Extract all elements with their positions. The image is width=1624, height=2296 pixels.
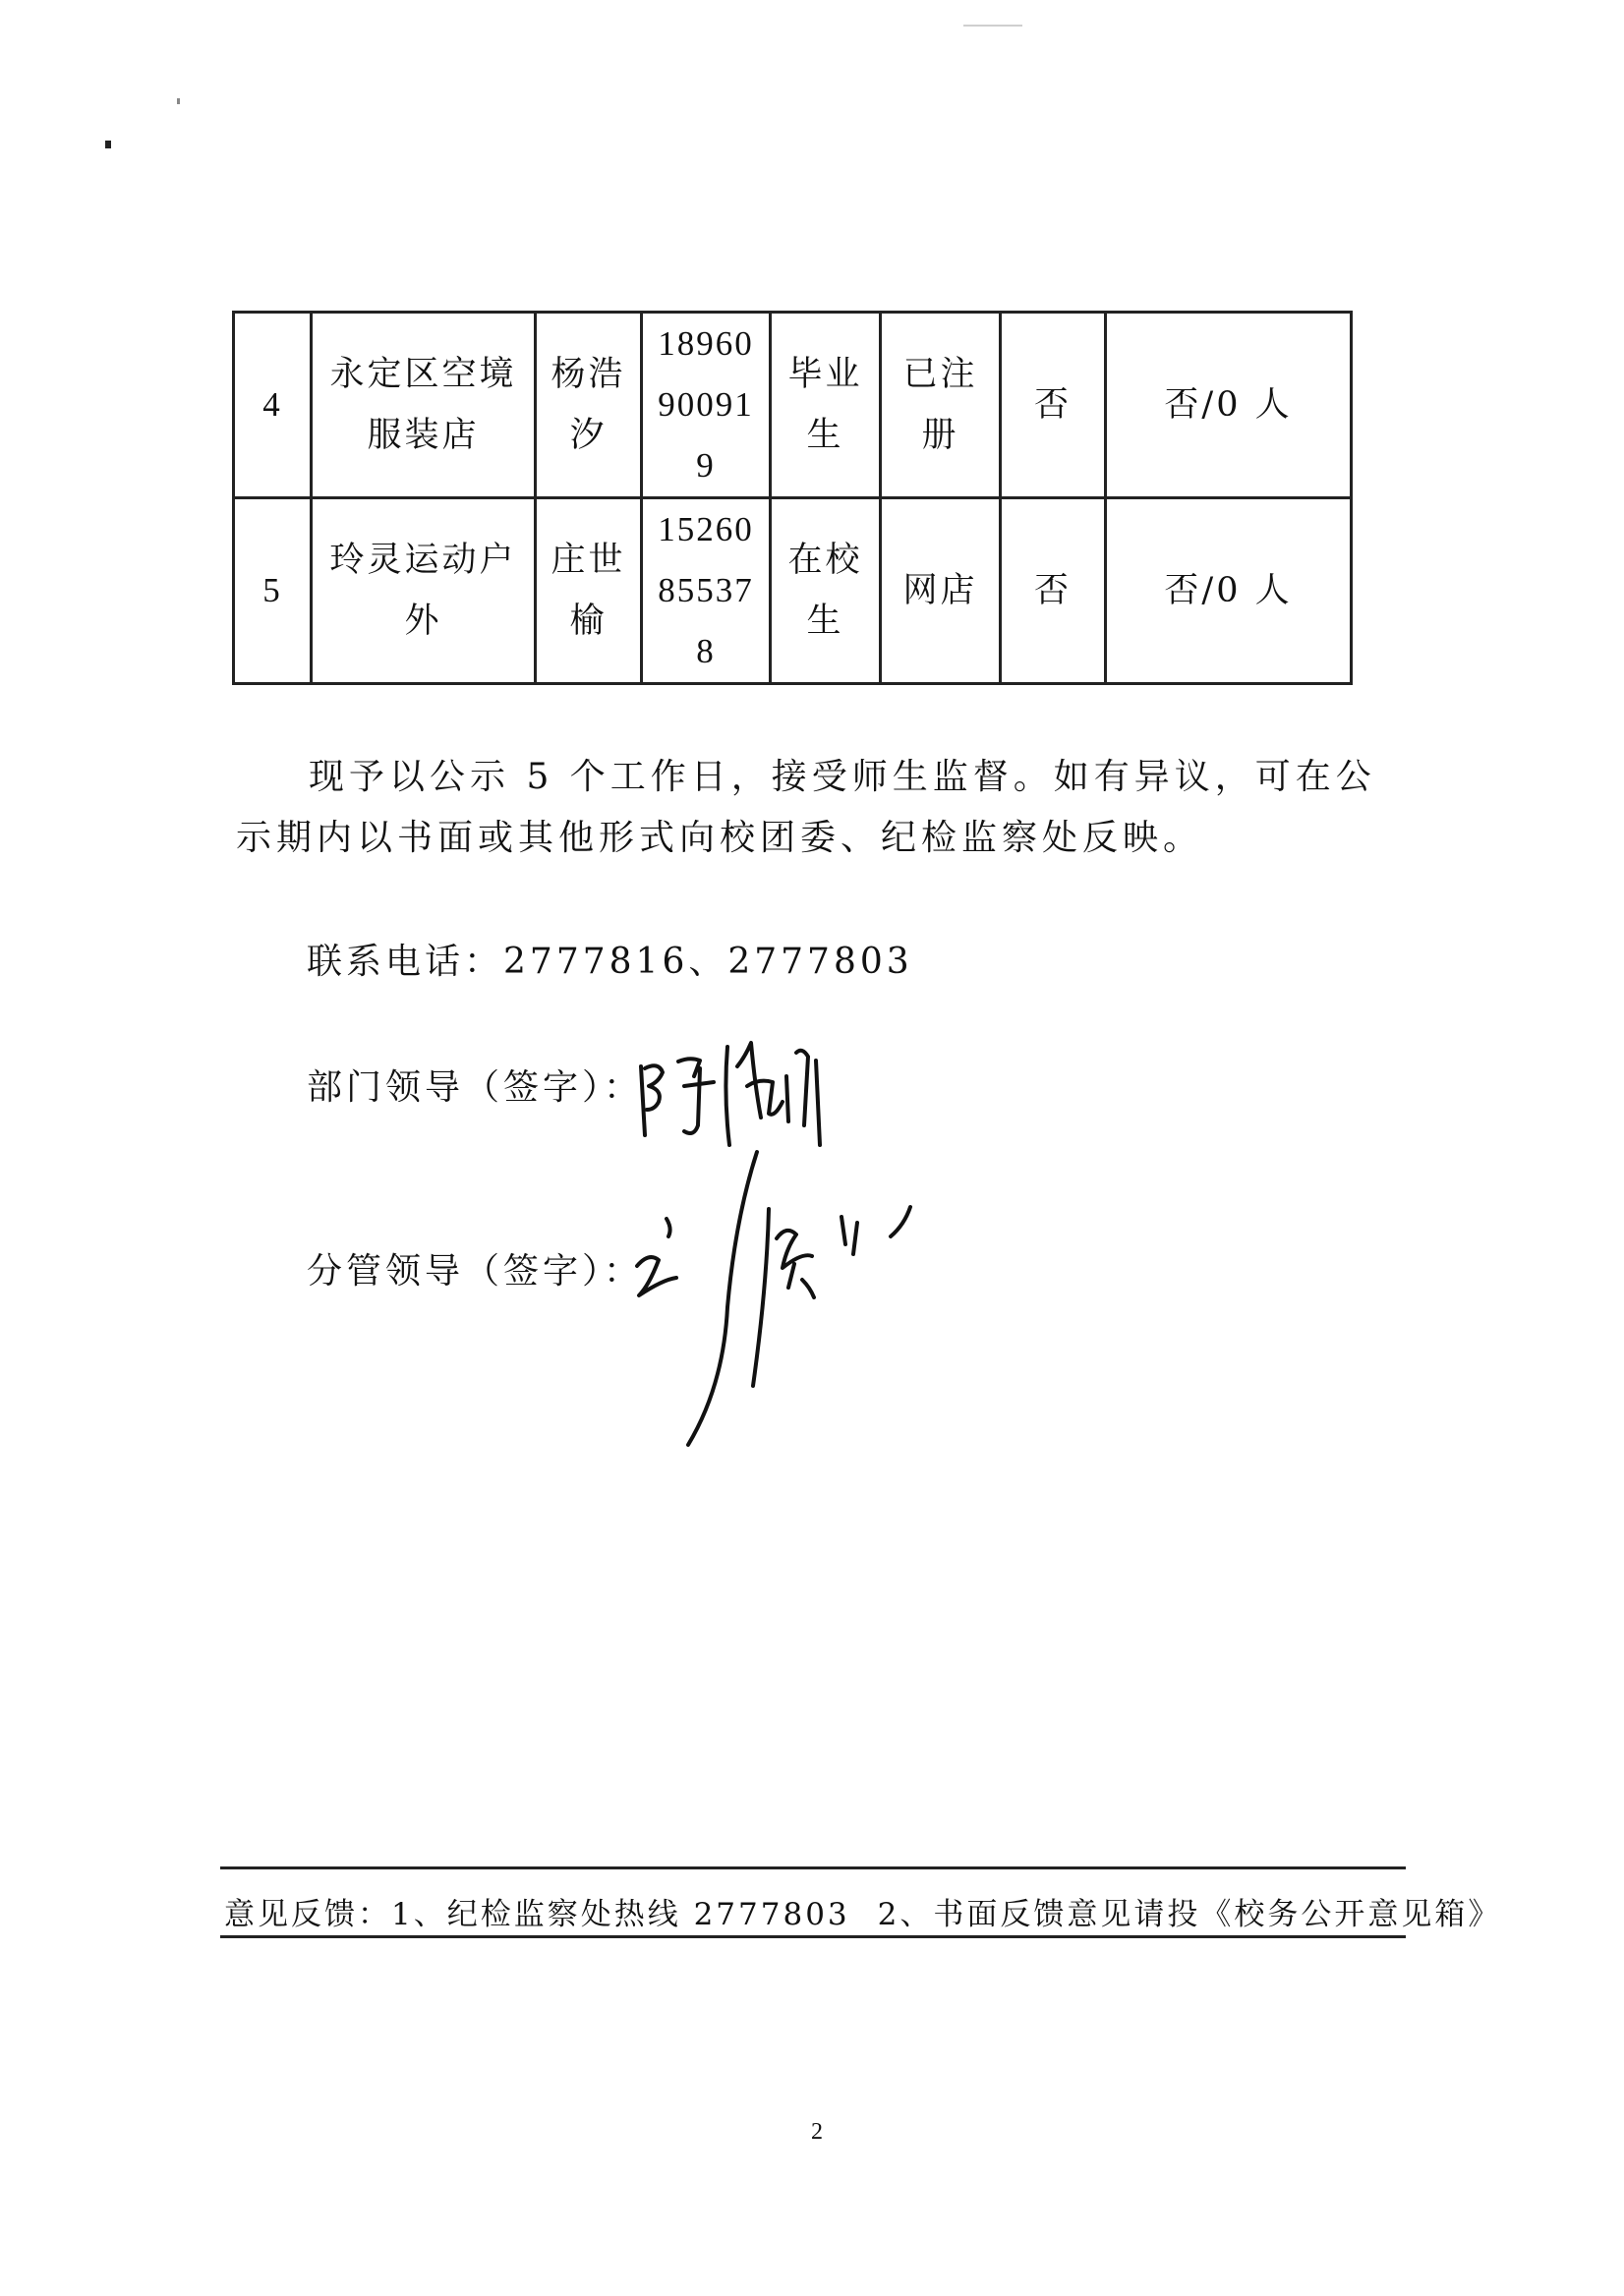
owner-name-cell: [536, 498, 642, 684]
phone-line: 90091: [658, 385, 754, 424]
footer-bottom-rule: [220, 1935, 1406, 1938]
owner-name-line: 榆: [569, 602, 608, 641]
contact-line: [307, 934, 913, 984]
department-leader-signature-label: 部门领导（签字）：: [307, 1067, 644, 1108]
shop-name-line: 服装店: [367, 416, 480, 455]
employment-cell: 否/0 人: [1106, 498, 1352, 684]
student-status-line: 生: [806, 416, 844, 455]
notice-text: 现予以公示 5 个工作日，接受师生监督。如有异议，可在公示期内以书面或其他形式向校团委、纪检监察处反映。: [236, 757, 1376, 858]
contact-numbers: 2777816、2777803: [503, 942, 913, 982]
phone-cell: [642, 498, 771, 684]
footer-item-hotline: 1、纪检监察处热线 2777803: [391, 1897, 850, 1932]
supervising-leader-signature: [629, 1150, 944, 1455]
scan-speck: [105, 141, 111, 148]
flag-cell: 否: [1001, 498, 1106, 684]
flag-cell: 否: [1001, 313, 1106, 498]
footer-top-rule: [220, 1866, 1406, 1869]
registration-line: 已注: [902, 355, 978, 394]
student-status-cell: [771, 313, 881, 498]
registration-cell: [881, 313, 1001, 498]
supervising-leader-signature-label: 分管领导（签字）：: [307, 1251, 644, 1292]
page-number: 2: [811, 2119, 823, 2145]
shop-name-cell: [312, 313, 536, 498]
footer-item-suggestion-box: 2、书面反馈意见请投《校务公开意见箱》: [877, 1897, 1502, 1932]
row-index: 5: [234, 498, 312, 684]
student-status-line: 在校: [787, 541, 863, 580]
owner-name-line: 汐: [569, 416, 608, 455]
phone-line: 9: [696, 446, 716, 485]
phone-line: 85537: [658, 571, 754, 609]
student-status-line: 生: [806, 602, 844, 641]
phone-line: 15260: [658, 510, 754, 548]
footer-label: 意见反馈：: [224, 1897, 391, 1932]
registration-cell: 网店: [881, 498, 1001, 684]
phone-cell: [642, 313, 771, 498]
scan-mark: [963, 25, 1022, 27]
shop-registry-table: [232, 311, 1353, 685]
registration-line: 册: [921, 416, 959, 455]
owner-name-line: 庄世: [551, 541, 626, 580]
notice-paragraph: [236, 747, 1396, 869]
scan-speck: [177, 98, 180, 104]
contact-label: 联系电话：: [307, 942, 504, 982]
shop-name-line: 玲灵运动户: [329, 541, 517, 580]
phone-line: 8: [696, 632, 716, 670]
footer-feedback: [224, 1889, 1501, 1933]
table-row: [234, 498, 1352, 684]
student-status-line: 毕业: [787, 355, 863, 394]
employment-cell: 否/0 人: [1106, 313, 1352, 498]
owner-name-line: 杨浩: [551, 355, 626, 394]
row-index: 4: [234, 313, 312, 498]
shop-name-line: 永定区空境: [329, 355, 517, 394]
shop-name-line: 外: [404, 602, 442, 641]
table-row: [234, 313, 1352, 498]
department-leader-signature: [629, 1007, 865, 1155]
owner-name-cell: [536, 313, 642, 498]
phone-line: 18960: [658, 324, 754, 363]
shop-name-cell: [312, 498, 536, 684]
student-status-cell: [771, 498, 881, 684]
